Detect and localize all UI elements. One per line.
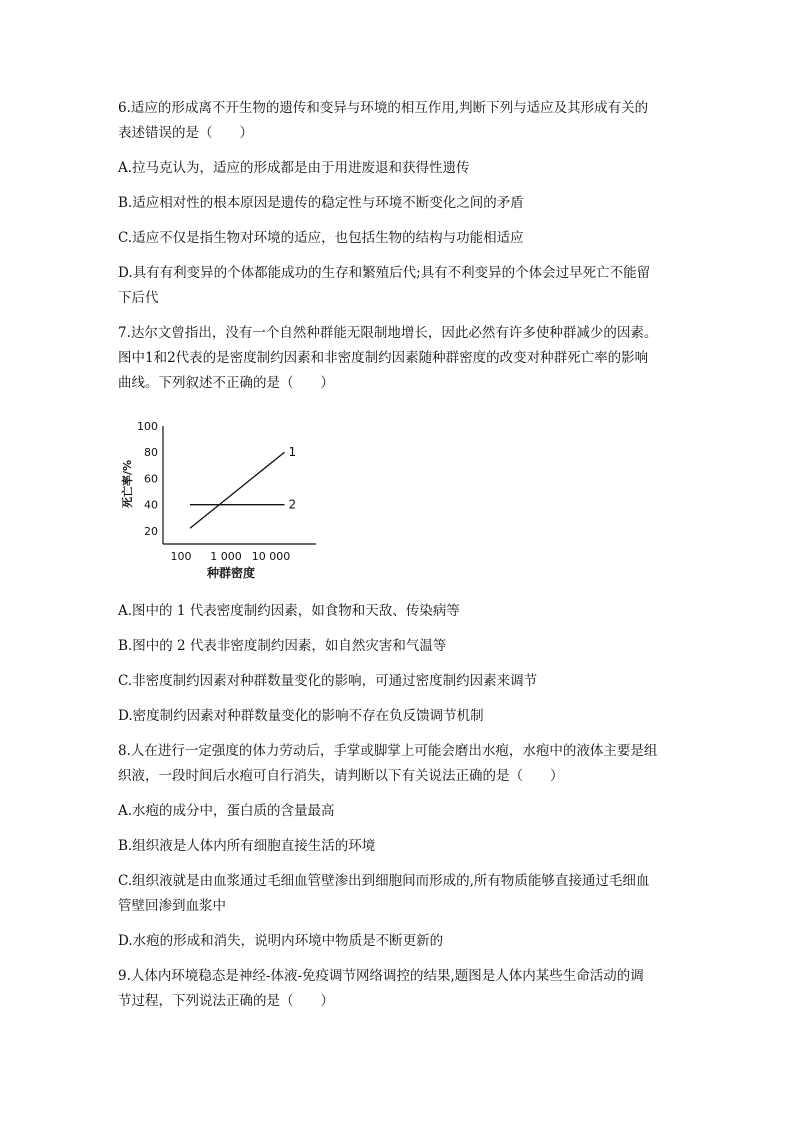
q8-option-c-line2: 管壁回渗到血浆中 bbox=[118, 898, 226, 914]
x-tick-label: 100 bbox=[170, 550, 192, 563]
q8-stem-line1: 8.人在进行一定强度的体力劳动后，手掌或脚掌上可能会磨出水疱，水疱中的液体主要是组 bbox=[118, 743, 658, 759]
q7-option-b: B.图中的 2 代表非密度制约因素，如自然灾害和气温等 bbox=[118, 638, 447, 654]
q8-option-c-line1: C.组织液就是由血浆通过毛细血管壁渗出到细胞间而形成的,所有物质能够直接通过毛细血 bbox=[118, 873, 650, 889]
series-1-line bbox=[190, 452, 285, 528]
q9-stem-line2: 节过程，下列说法正确的是（ ） bbox=[118, 993, 334, 1009]
series-2-label: 2 bbox=[288, 497, 297, 512]
y-tick-label: 60 bbox=[144, 472, 158, 486]
y-tick-label: 100 bbox=[137, 420, 158, 433]
x-axis-label: 种群密度 bbox=[206, 566, 256, 580]
x-tick-label: 1 000 bbox=[210, 550, 242, 563]
q7-stem-line2: 图中1和2代表的是密度制约因素和非密度制约因素随种群密度的改变对种群死亡率的影响 bbox=[118, 350, 649, 366]
q6-option-d-line2: 下后代 bbox=[118, 290, 159, 306]
y-tick-label: 40 bbox=[144, 498, 158, 512]
q6-option-b: B.适应相对性的根本原因是遗传的稳定性与环境不断变化之间的矛盾 bbox=[118, 195, 524, 211]
q9-stem-line1: 9.人体内环境稳态是神经-体液-免疫调节网络调控的结果,题图是人体内某些生命活动的调 bbox=[118, 968, 644, 984]
y-tick-label: 20 bbox=[144, 524, 158, 538]
q8-option-b: B.组织液是人体内所有细胞直接生活的环境 bbox=[118, 838, 376, 854]
q6-option-a: A.拉马克认为，适应的形成都是由于用进废退和获得性遗传 bbox=[118, 160, 470, 176]
x-tick-label: 10 000 bbox=[251, 550, 291, 563]
y-tick-label: 80 bbox=[144, 446, 158, 460]
q8-stem-line2: 织液，一段时间后水疱可自行消失，请判断以下有关说法正确的是（ ） bbox=[118, 768, 564, 784]
q6-stem-line2: 表述错误的是（ ） bbox=[118, 125, 253, 141]
q7-stem-line3: 曲线。下列叙述不正确的是（ ） bbox=[118, 375, 334, 391]
q6-option-c: C.适应不仅是指生物对环境的适应，也包括生物的结构与功能相适应 bbox=[118, 230, 524, 246]
q8-option-d: D.水疱的形成和消失，说明内环境中物质是不断更新的 bbox=[118, 933, 444, 949]
q6-stem-line1: 6.适应的形成离不开生物的遗传和变异与环境的相互作用,判断下列与适应及其形成有关的 bbox=[118, 100, 649, 116]
y-axis-label: 死亡率/% bbox=[121, 459, 134, 509]
q7-option-c: C.非密度制约因素对种群数量变化的影响，可通过密度制约因素来调节 bbox=[118, 673, 538, 689]
q8-option-a: A.水疱的成分中，蛋白质的含量最高 bbox=[118, 803, 335, 819]
mortality-density-chart bbox=[118, 418, 328, 583]
q7-stem-line1: 7.达尔文曾指出，没有一个自然种群能无限制地增长，因此必然有许多使种群减少的因素。 bbox=[118, 325, 658, 341]
q7-option-a: A.图中的 1 代表密度制约因素，如食物和天敌、传染病等 bbox=[118, 603, 460, 619]
series-1-label: 1 bbox=[288, 445, 297, 460]
q7-option-d: D.密度制约因素对种群数量变化的影响不存在负反馈调节机制 bbox=[118, 708, 484, 724]
q6-option-d-line1: D.具有有利变异的个体都能成功的生存和繁殖后代;具有不利变异的个体会过早死亡不能留 bbox=[118, 265, 651, 281]
